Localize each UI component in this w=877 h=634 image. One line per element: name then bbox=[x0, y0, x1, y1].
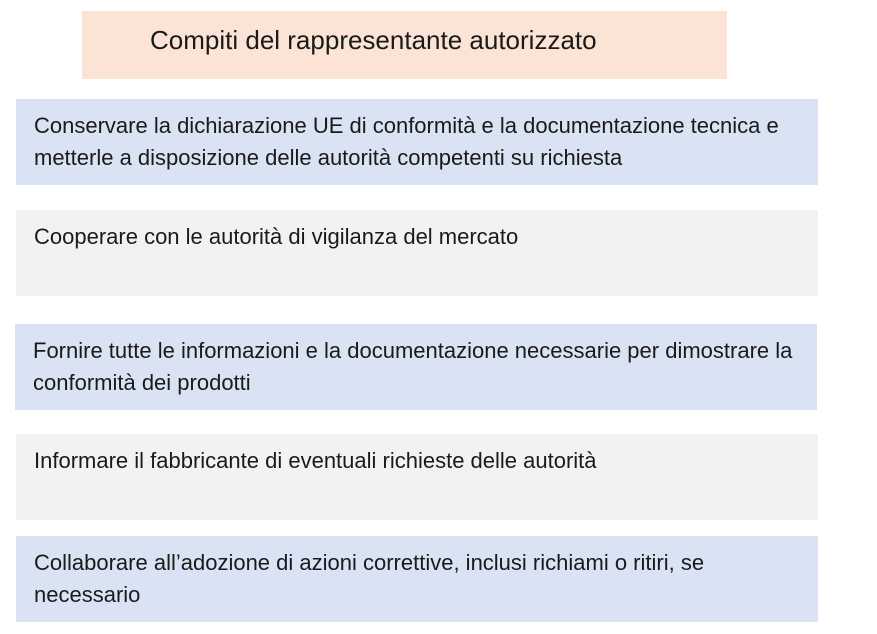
task-box-provide-information bbox=[15, 324, 817, 410]
task-box-inform-manufacturer bbox=[16, 434, 818, 520]
task-text: Informare il fabbricante di eventuali richieste delle autorità bbox=[34, 448, 597, 473]
task-box-retain-documentation bbox=[16, 99, 818, 185]
task-text: Fornire tutte le informazioni e la documentazione necessarie per dimostrare la conformità dei prodotti bbox=[33, 338, 793, 395]
title-box bbox=[82, 11, 727, 79]
task-box-cooperate-authorities bbox=[16, 210, 818, 296]
task-box-corrective-actions bbox=[16, 536, 818, 622]
task-text: Cooperare con le autorità di vigilanza del mercato bbox=[34, 224, 519, 249]
task-text: Collaborare all’adozione di azioni correttive, inclusi richiami o ritiri, se necessario bbox=[34, 550, 705, 607]
task-text: Conservare la dichiarazione UE di conformità e la documentazione tecnica e metterle a disposizione delle autorità competenti su richiesta bbox=[34, 113, 779, 170]
page-title: Compiti del rappresentante autorizzato bbox=[150, 25, 597, 55]
